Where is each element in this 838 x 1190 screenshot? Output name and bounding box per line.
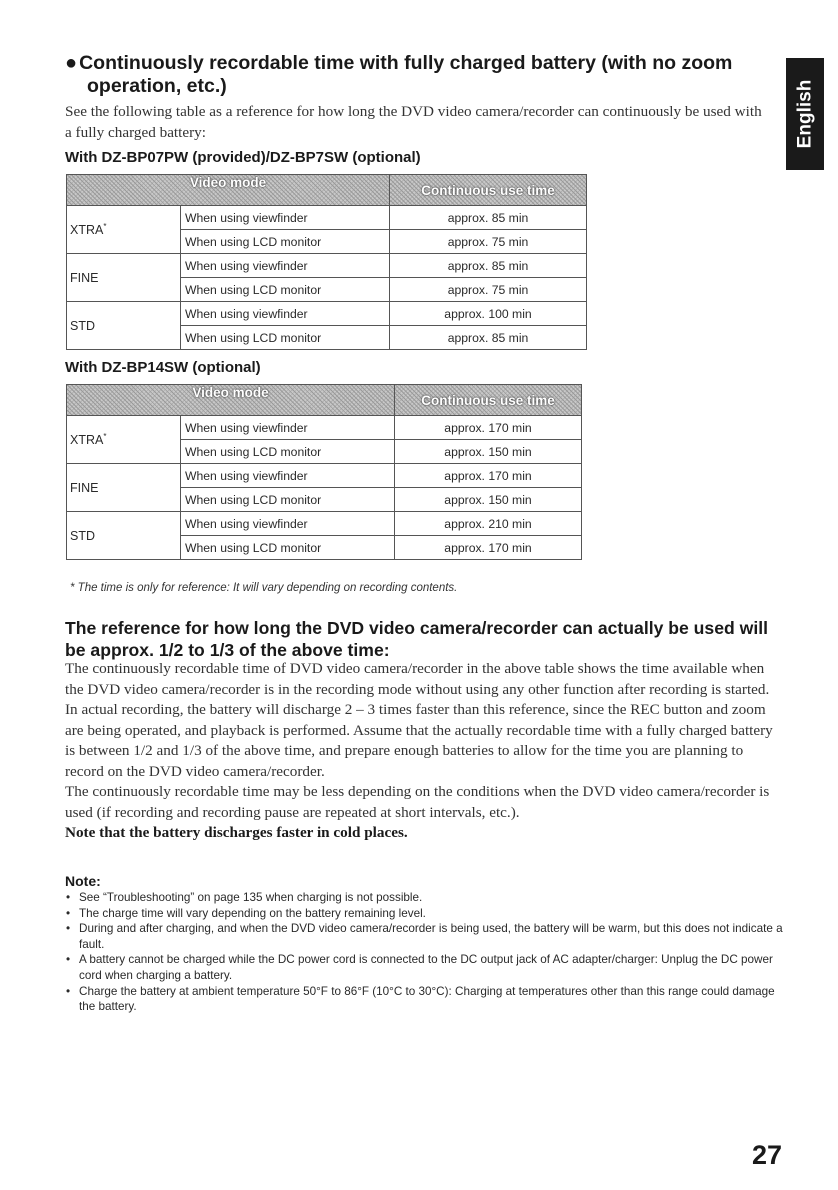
use-cell: When using LCD monitor <box>181 230 390 254</box>
table1-subtitle: With DZ-BP07PW (provided)/DZ-BP7SW (optional) <box>65 149 421 166</box>
title-line-2: operation, etc.) <box>87 75 227 97</box>
use-cell: When using viewfinder <box>181 254 390 278</box>
mode-cell: STD <box>67 302 181 350</box>
note-heading: Note: <box>65 873 101 889</box>
table-row <box>67 302 587 326</box>
use-cell: When using viewfinder <box>181 206 390 230</box>
use-cell: When using LCD monitor <box>181 536 395 560</box>
time-cell: approx. 170 min <box>395 536 582 560</box>
body-text <box>65 659 785 844</box>
use-cell: When using viewfinder <box>181 416 395 440</box>
bullet-icon: • <box>66 891 71 904</box>
time-cell: approx. 85 min <box>390 254 587 278</box>
table-row <box>67 416 582 440</box>
use-cell: When using viewfinder <box>181 464 395 488</box>
page-title <box>65 52 780 98</box>
use-cell: When using LCD monitor <box>181 440 395 464</box>
bullet-icon: • <box>66 953 71 967</box>
cold-warning: Note that the battery discharges faster in cold places. <box>65 824 408 841</box>
list-item: • Charge the battery at ambient temperature 50°F to 86°F (10°C to 30°C): Charging at temperatures other than this range could damage the battery. <box>66 984 775 1014</box>
header-video-mode: Video mode <box>67 175 390 206</box>
time-cell: approx. 85 min <box>390 206 587 230</box>
use-cell: When using LCD monitor <box>181 278 390 302</box>
time-cell: approx. 170 min <box>395 416 582 440</box>
table-row <box>67 464 582 488</box>
time-cell: approx. 100 min <box>390 302 587 326</box>
header-video-mode: Video mode <box>67 385 395 416</box>
language-tab <box>786 58 824 170</box>
bullet-icon: • <box>66 922 71 936</box>
title-bullet: ● <box>65 52 78 74</box>
use-cell: When using viewfinder <box>181 512 395 536</box>
table-row <box>67 512 582 536</box>
body-paragraph-1: The continuously recordable time of DVD video camera/recorder in the above table shows the time available when the DVD video camera/recorder is in the recording mode without using any other function after recording is started. In actual recording, the battery will discharge 2 – 3 times faster than this reference, since the REC button and zoom are being operated, and playback is performed. Assume that the actually recordable time with a fully charged battery is between 1/2 and 1/3 of the above time, and prepare enough batteries to allow for the time you are planning to record on the DVD video camera/recorder. <box>65 660 773 780</box>
use-cell: When using viewfinder <box>181 302 390 326</box>
battery-table-2 <box>66 384 582 560</box>
time-cell: approx. 170 min <box>395 464 582 488</box>
table2-subtitle: With DZ-BP14SW (optional) <box>65 359 261 376</box>
table-footnote: * The time is only for reference: It will vary depending on recording contents. <box>70 582 458 594</box>
title-line-1: Continuously recordable time with fully charged battery (with no zoom <box>79 52 733 74</box>
list-item: • See “Troubleshooting” on page 135 when charging is not possible. <box>66 891 423 904</box>
time-cell: approx. 210 min <box>395 512 582 536</box>
bullet-icon: • <box>66 906 71 920</box>
mode-cell: XTRA* <box>67 206 181 254</box>
intro-paragraph: See the following table as a reference for how long the DVD video camera/recorder can continuously be used with a fully charged battery: <box>65 103 762 141</box>
section-heading: The reference for how long the DVD video camera/recorder can actually be used will be approx. 1/2 to 1/3 of the above time: <box>65 618 768 660</box>
use-cell: When using LCD monitor <box>181 326 390 350</box>
mode-cell: STD <box>67 512 181 560</box>
time-cell: approx. 75 min <box>390 278 587 302</box>
table-row <box>67 254 587 278</box>
battery-table-1 <box>66 174 587 350</box>
language-tab-label: English <box>794 79 815 149</box>
page-number: 27 <box>752 1140 783 1170</box>
time-cell: approx. 75 min <box>390 230 587 254</box>
list-item: • A battery cannot be charged while the DC power cord is connected to the DC output jack of AC adapter/charger: Unplug the DC power cord when charging a battery. <box>66 953 773 982</box>
bullet-icon: • <box>66 984 71 998</box>
time-cell: approx. 150 min <box>395 440 582 464</box>
header-continuous-time: Continuous use time <box>390 175 587 206</box>
table-row <box>67 206 587 230</box>
list-item: • During and after charging, and when the DVD video camera/recorder is being used, the battery will be warm, but this does not indicate a fault. <box>66 922 783 951</box>
mode-cell: XTRA* <box>67 416 181 464</box>
time-cell: approx. 150 min <box>395 488 582 512</box>
use-cell: When using LCD monitor <box>181 488 395 512</box>
mode-cell: FINE <box>67 254 181 302</box>
time-cell: approx. 85 min <box>390 326 587 350</box>
list-item: • The charge time will vary depending on the battery remaining level. <box>66 906 426 920</box>
header-continuous-time: Continuous use time <box>395 385 582 416</box>
mode-cell: FINE <box>67 464 181 512</box>
body-paragraph-2: The continuously recordable time may be less depending on the conditions when the DVD video camera/recorder is used (if recording and recording pause are repeated at short intervals, etc.). <box>65 783 770 821</box>
notes-list <box>65 890 785 1015</box>
